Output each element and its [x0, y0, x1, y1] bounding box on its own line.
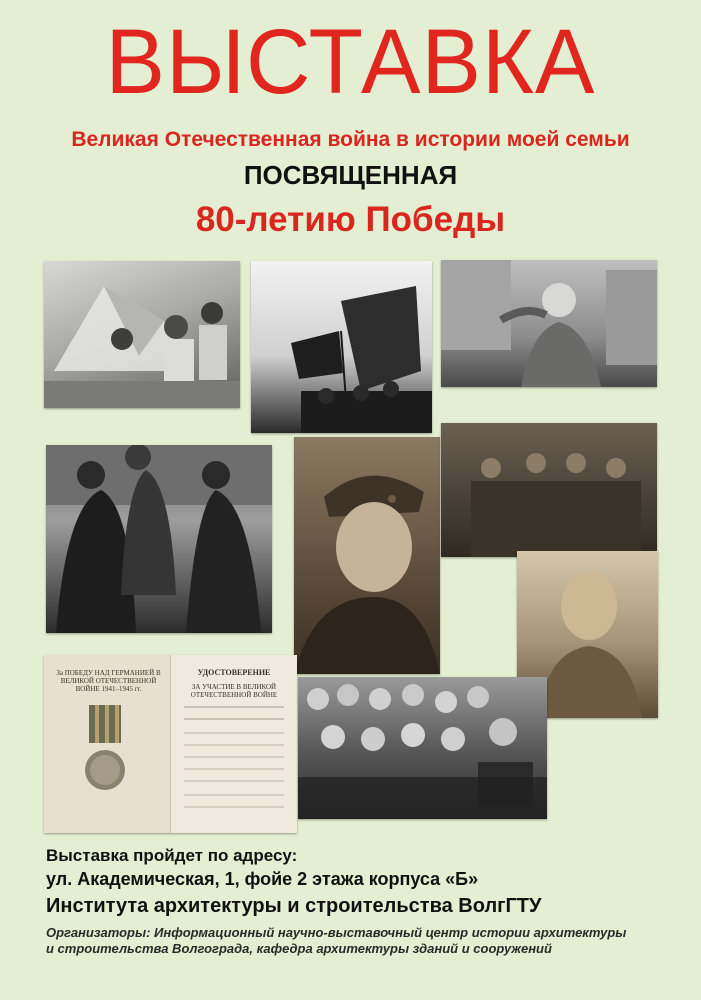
photo-soldier-portrait	[294, 437, 440, 674]
organizers-line-1: Организаторы: Информационный научно-выставочный центр истории архитектуры	[46, 925, 627, 940]
medal-certificate	[44, 655, 297, 833]
dedicated-label: ПОСВЯЩЕННАЯ	[243, 160, 458, 190]
photo-sailors-child	[46, 445, 272, 633]
certificate-left-header: За ПОБЕДУ НАД ГЕРМАНИЕЙ В ВЕЛИКОЙ ОТЕЧЕСТВЕННОЙ ВОЙНЕ 1941–1945 гг.	[56, 669, 161, 693]
photo-tent-soldiers	[44, 261, 240, 408]
exhibition-subtitle: Великая Отечественная война в истории моей семьи	[71, 128, 630, 151]
anniversary-heading: 80-летию Победы	[195, 200, 506, 239]
certificate-body: ЗА УЧАСТИЕ В ВЕЛИКОЙ ОТЕЧЕСТВЕННОЙ ВОЙНЕ	[190, 683, 278, 699]
photo-soldiers-group	[441, 423, 657, 557]
certificate-right-header: УДОСТОВЕРЕНИЕ	[197, 668, 271, 677]
address-line: ул. Академическая, 1, фойе 2 этажа корпуса «Б»	[46, 869, 479, 889]
organizers	[46, 925, 666, 957]
photo-soldiers-accordion	[298, 677, 547, 819]
photo-victory-flag	[251, 261, 432, 433]
address-intro: Выставка пройдет по адресу:	[46, 846, 298, 865]
exhibition-title: ВЫСТАВКА	[105, 11, 596, 113]
organizers-line-2: и строительства Волгограда, кафедра архитектуры зданий и сооружений	[46, 941, 552, 956]
photo-smiling-soldier-woman	[441, 260, 657, 387]
institute-name: Института архитектуры и строительства ВолгГТУ	[46, 895, 542, 917]
